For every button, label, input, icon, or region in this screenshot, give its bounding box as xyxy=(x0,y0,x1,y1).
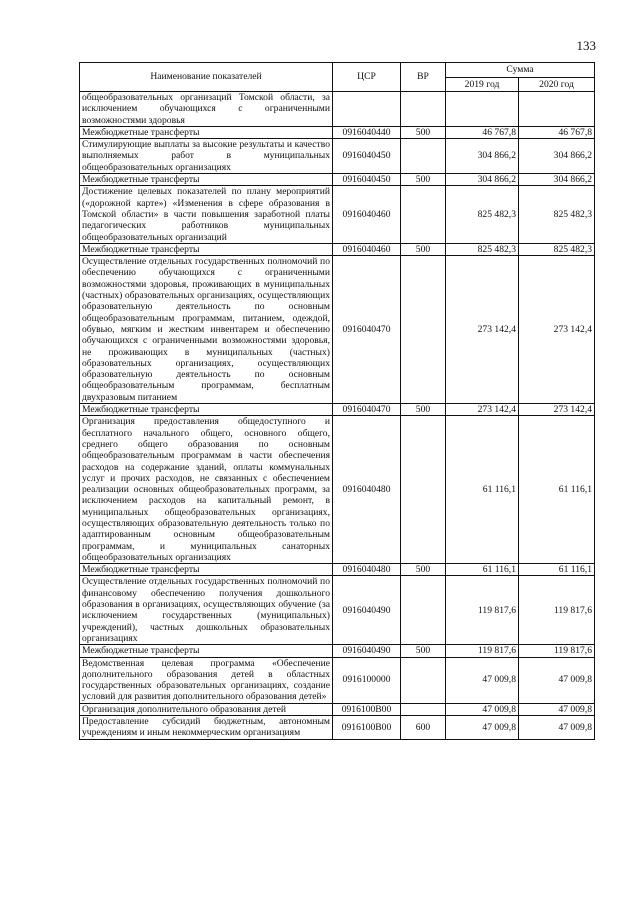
table-row xyxy=(80,139,595,174)
cell-amount-2019: 119 817,6 xyxy=(446,576,519,645)
cell-csr: 0916040490 xyxy=(333,645,401,657)
cell-name: Межбюджетные трансферты xyxy=(80,243,333,255)
cell-amount-2019: 61 116,1 xyxy=(446,416,519,564)
cell-csr: 0916040490 xyxy=(333,576,401,645)
cell-amount-2019: 47 009,8 xyxy=(446,703,519,715)
cell-vr xyxy=(401,703,446,715)
cell-amount-2019: 47 009,8 xyxy=(446,716,519,740)
table-row xyxy=(80,256,595,404)
cell-name: общеобразовательных организаций Томской области, за исключением обучающихся с ограниченными возможностями здоровья xyxy=(80,92,333,127)
table-header xyxy=(80,63,595,92)
cell-amount-2020: 47 009,8 xyxy=(519,703,595,715)
cell-vr: 500 xyxy=(401,564,446,576)
table-row xyxy=(80,564,595,576)
table-row xyxy=(80,92,595,127)
cell-name: Осуществление отдельных государственных полномочий по обеспечению обучающихся с ограниченными возможностями здоровья, проживающих в муниципальных (частных) образовательных организациях, осуществляющих образовательную деятельность по основным общеобразовательным программам, питанием, одеждой, обувью, мягким и жестким инвентарем и обеспечению обучающихся с ограниченными возможностями здоровья, не проживающих в муниципальных (частных) образовательных организациях, осуществляющих образовательную деятельность по основным общеобразовательным программам, бесплатным двухразовым питанием xyxy=(80,256,333,404)
cell-amount-2019 xyxy=(446,92,519,127)
cell-name: Стимулирующие выплаты за высокие результаты и качество выполняемых работ в муниципальных общеобразовательных организациях xyxy=(80,139,333,174)
header-sum: Сумма xyxy=(446,63,595,78)
table-row xyxy=(80,657,595,703)
cell-amount-2019: 273 142,4 xyxy=(446,404,519,416)
cell-amount-2020: 825 482,3 xyxy=(519,243,595,255)
cell-csr: 0916040440 xyxy=(333,126,401,138)
table-row xyxy=(80,404,595,416)
cell-vr xyxy=(401,657,446,703)
cell-amount-2019: 825 482,3 xyxy=(446,186,519,243)
cell-vr xyxy=(401,256,446,404)
cell-vr xyxy=(401,92,446,127)
cell-csr: 0916040460 xyxy=(333,186,401,243)
cell-csr: 0916040460 xyxy=(333,243,401,255)
cell-amount-2020: 119 817,6 xyxy=(519,645,595,657)
cell-amount-2019: 46 767,8 xyxy=(446,126,519,138)
table-row xyxy=(80,645,595,657)
cell-name: Организация предоставления общедоступного и бесплатного начального общего, основного общего, среднего общего образования по основным общеобразовательным программам в части обеспечения расходов на содержание зданий, оплаты коммунальных услуг и прочих расходов, не связанных с обеспечением реализации основных общеобразовательных программ, за исключением расходов на капитальный ремонт, в муниципальных общеобразовательных организациях, осуществляющих образовательную деятельность только по адаптированным основным общеобразовательным программам, и муниципальных санаторных общеобразовательных организациях xyxy=(80,416,333,564)
cell-amount-2020: 304 866,2 xyxy=(519,139,595,174)
cell-vr xyxy=(401,139,446,174)
cell-csr: 0916040480 xyxy=(333,564,401,576)
cell-amount-2019: 273 142,4 xyxy=(446,256,519,404)
cell-amount-2019: 119 817,6 xyxy=(446,645,519,657)
cell-csr: 0916100В00 xyxy=(333,703,401,715)
cell-vr xyxy=(401,416,446,564)
cell-vr: 500 xyxy=(401,243,446,255)
table-row xyxy=(80,243,595,255)
cell-amount-2019: 47 009,8 xyxy=(446,657,519,703)
cell-csr: 0916040470 xyxy=(333,404,401,416)
cell-name: Организация дополнительного образования детей xyxy=(80,703,333,715)
cell-name: Предоставление субсидий бюджетным, автономным учреждениям и иным некоммерческим организациям xyxy=(80,716,333,740)
cell-csr: 0916040450 xyxy=(333,139,401,174)
cell-amount-2019: 304 866,2 xyxy=(446,174,519,186)
table-row xyxy=(80,416,595,564)
cell-amount-2020: 47 009,8 xyxy=(519,716,595,740)
cell-amount-2020: 47 009,8 xyxy=(519,657,595,703)
page-number: 133 xyxy=(576,38,596,53)
header-year-2020: 2020 год xyxy=(519,78,595,92)
table-row xyxy=(80,186,595,243)
header-year-2019: 2019 год xyxy=(446,78,519,92)
cell-amount-2020: 61 116,1 xyxy=(519,564,595,576)
table-row xyxy=(80,716,595,740)
cell-amount-2020: 273 142,4 xyxy=(519,256,595,404)
header-vr: ВР xyxy=(401,63,446,92)
cell-name: Межбюджетные трансферты xyxy=(80,126,333,138)
table-row xyxy=(80,174,595,186)
cell-name: Межбюджетные трансферты xyxy=(80,174,333,186)
cell-vr: 500 xyxy=(401,404,446,416)
cell-amount-2019: 61 116,1 xyxy=(446,564,519,576)
table-row xyxy=(80,576,595,645)
cell-amount-2020: 825 482,3 xyxy=(519,186,595,243)
cell-csr: 0916040480 xyxy=(333,416,401,564)
header-name: Наименование показателей xyxy=(80,63,333,92)
cell-amount-2019: 825 482,3 xyxy=(446,243,519,255)
cell-vr: 500 xyxy=(401,126,446,138)
cell-name: Межбюджетные трансферты xyxy=(80,645,333,657)
cell-amount-2020: 61 116,1 xyxy=(519,416,595,564)
cell-amount-2020: 119 817,6 xyxy=(519,576,595,645)
budget-table xyxy=(79,62,595,740)
table-row xyxy=(80,703,595,715)
table-body xyxy=(80,92,595,740)
cell-csr: 0916100В00 xyxy=(333,716,401,740)
cell-csr: 0916040470 xyxy=(333,256,401,404)
cell-csr xyxy=(333,92,401,127)
cell-vr: 500 xyxy=(401,645,446,657)
cell-amount-2020: 46 767,8 xyxy=(519,126,595,138)
cell-csr: 0916100000 xyxy=(333,657,401,703)
header-csr: ЦСР xyxy=(333,63,401,92)
cell-amount-2020 xyxy=(519,92,595,127)
cell-vr xyxy=(401,186,446,243)
cell-amount-2020: 304 866,2 xyxy=(519,174,595,186)
cell-csr: 0916040450 xyxy=(333,174,401,186)
cell-vr: 600 xyxy=(401,716,446,740)
cell-name: Достижение целевых показателей по плану мероприятий («дорожной карте») «Изменения в сфере образования в Томской области» в части повышения заработной платы педагогических работников муниципальных общеобразовательных организаций xyxy=(80,186,333,243)
cell-vr xyxy=(401,576,446,645)
table-row xyxy=(80,126,595,138)
cell-name: Межбюджетные трансферты xyxy=(80,564,333,576)
cell-name: Межбюджетные трансферты xyxy=(80,404,333,416)
cell-vr: 500 xyxy=(401,174,446,186)
cell-name: Ведомственная целевая программа «Обеспечение дополнительного образования детей в областных государственных образовательных организациях, создание условий для развития дополнительного образования детей» xyxy=(80,657,333,703)
cell-amount-2020: 273 142,4 xyxy=(519,404,595,416)
cell-name: Осуществление отдельных государственных полномочий по финансовому обеспечению получения дошкольного образования в организациях, осуществляющих обучение (за исключением государственных (муниципальных) учреждений), частных дошкольных образовательных организациях xyxy=(80,576,333,645)
cell-amount-2019: 304 866,2 xyxy=(446,139,519,174)
